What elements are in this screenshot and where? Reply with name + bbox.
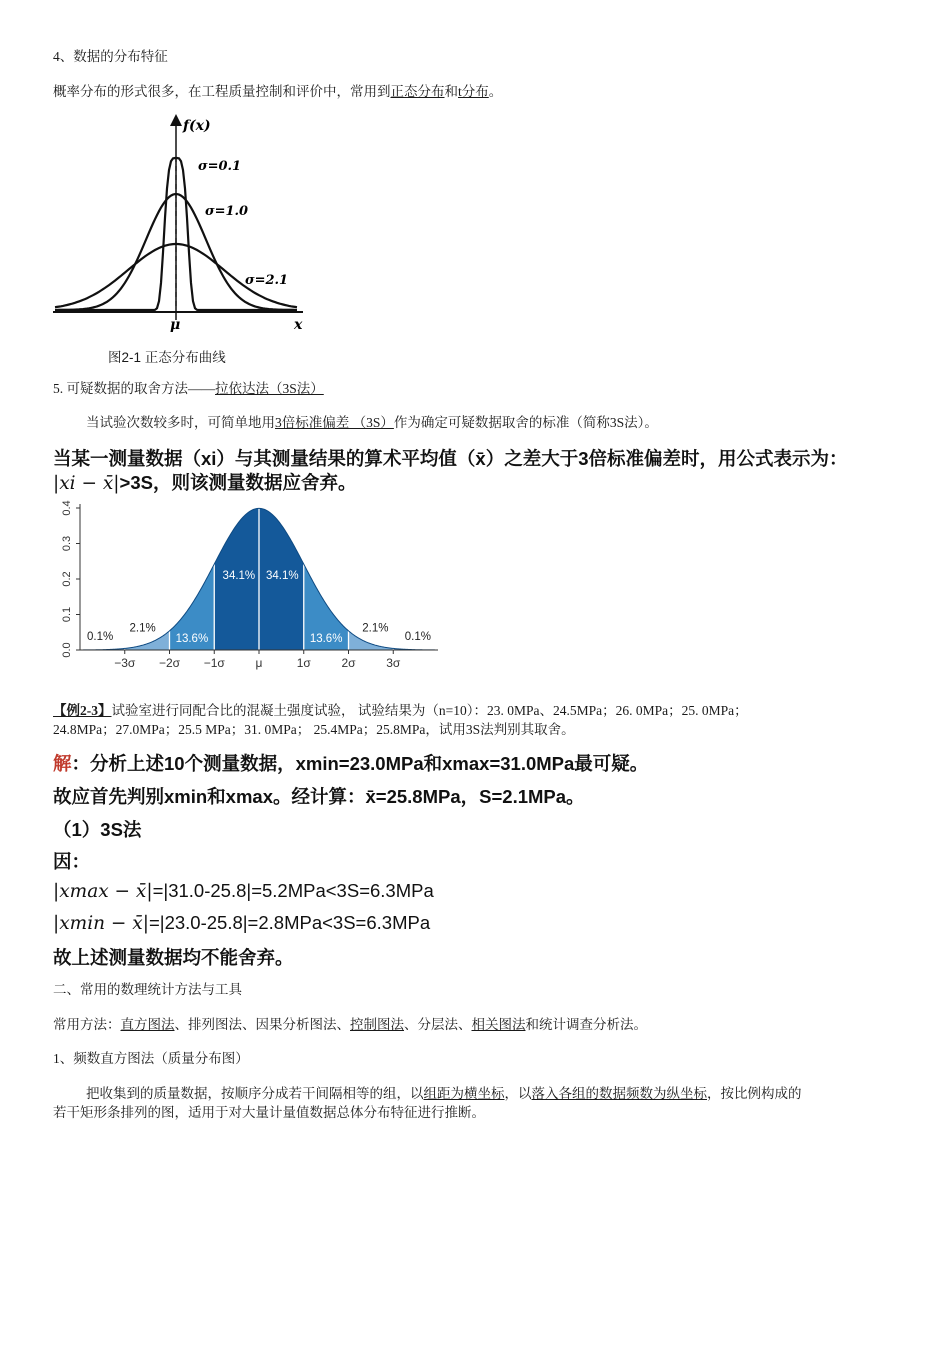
rule-rest: >3S，则该测量数据应舍弃。: [119, 472, 357, 493]
x-tick-label: −3σ: [114, 656, 136, 670]
rule-statement-line1: 当某一测量数据（xi）与其测量结果的算术平均值（x̄）之差大于3倍标准偏差时，用公式表示为：: [53, 448, 848, 469]
solution-line2: 故应首先判别xmin和xmax。经计算：x̄=25.8MPa，S=2.1MPa。: [53, 786, 585, 807]
y-tick-label: 0.0: [60, 642, 73, 658]
intro-text-pre: 概率分布的形式很多，在工程质量控制和评价中，常用到: [53, 84, 391, 99]
region-label-7: 0.1%: [404, 631, 431, 644]
histogram-paragraph-line1: [86, 1082, 802, 1102]
y-tick-label: 0.2: [60, 571, 73, 587]
section-heading-distribution: 4、数据的分布特征: [53, 49, 168, 64]
region-label-6: 2.1%: [362, 622, 389, 635]
x-tick-label: 2σ: [341, 656, 356, 670]
y-tick-label: 0.3: [60, 535, 73, 552]
link-3s: 3倍标准偏差 （3S）: [275, 415, 394, 430]
link-frequency: 落入各组的数据频数为纵坐标: [531, 1086, 707, 1101]
region-label-5: 13.6%: [309, 633, 343, 646]
link-correlation-chart: 相关图法: [471, 1017, 526, 1032]
intro-paragraph: [53, 80, 502, 100]
curve-label-sigma-2-1: σ=2.1: [245, 273, 289, 288]
region-label-1: 2.1%: [129, 622, 156, 635]
region-label-3: 34.1%: [222, 570, 256, 582]
solution-calc-max: [53, 880, 434, 902]
formula-xmin: |xmin − x̄|: [53, 913, 149, 934]
formula-xmax: |xmax − x̄|: [53, 881, 153, 902]
normal-curves-figure: [45, 112, 315, 342]
p5-text-pre: 当试验次数较多时，可简单地用: [86, 415, 275, 430]
fig1-x-axis-label: x: [294, 317, 303, 333]
curve-label-sigma-0-1: σ=0.1: [198, 159, 242, 174]
rule-formula: |xi − x̄|: [53, 473, 120, 494]
sec5-text-pre: 5. 可疑数据的取舍方法——: [53, 381, 215, 396]
hist-mid: ，以: [504, 1086, 532, 1101]
solution-conclusion: 故上述测量数据均不能舍弃。: [53, 947, 294, 968]
example-line2: 24.8MPa；27.0MPa；25.5 MPa；31. 0MPa； 25.4MPa；25.8MPa，试用3S法判别其取舍。: [53, 722, 575, 737]
section-heading-outliers: [53, 377, 324, 397]
solution-because: 因：: [53, 851, 91, 872]
calc-min-result: =|23.0-25.8|=2.8MPa<3S=6.3MPa: [148, 912, 431, 933]
link-histogram: 直方图法: [120, 1017, 175, 1032]
example-text-1: 试验室进行同配合比的混凝土强度试验， 试验结果为（n=10）：23. 0MPa、24.5MPa；26. 0MPa；25. 0MPa；: [111, 703, 748, 718]
solution-step-heading: （1）3S法: [53, 819, 142, 840]
intro-text-post: 。: [488, 84, 503, 99]
x-tick-label: 3σ: [386, 656, 401, 670]
section-heading-statistical-methods: 二、常用的数理统计方法与工具: [53, 982, 242, 997]
rule-statement-line2: [53, 469, 356, 495]
x-tick-label: 1σ: [296, 656, 311, 670]
x-tick-label: −1σ: [203, 656, 225, 670]
solution-line1: [53, 750, 648, 776]
link-normal-distribution: 正态分布: [390, 84, 445, 99]
methods-t3: 和统计调查分析法。: [525, 1017, 647, 1032]
solution-text-1: ：分析上述10个测量数据，xmin=23.0MPa和xmax=31.0MPa最可疑。: [71, 753, 649, 774]
hist-pre: 把收集到的质量数据，按顺序分成若干间隔相等的组，以: [86, 1086, 424, 1101]
x-tick-label: −2σ: [158, 656, 181, 670]
histogram-paragraph-line2: 若干矩形条排列的图，适用于对大量计量值数据总体分布特征进行推断。: [53, 1105, 485, 1120]
methods-pre: 常用方法：: [53, 1017, 121, 1032]
link-class-interval: 组距为横坐标: [423, 1086, 505, 1101]
curve-label-sigma-1-0: σ=1.0: [205, 204, 249, 219]
solution-label: 解: [53, 753, 72, 774]
methods-t2: 、分层法、: [404, 1017, 472, 1032]
methods-t1: 、排列图法、因果分析图法、: [174, 1017, 350, 1032]
fig1-mu-label: μ: [170, 317, 181, 333]
x-tick-label: μ: [255, 656, 263, 670]
region-label-0: 0.1%: [87, 631, 114, 644]
fig1-caption: 图2-1 正态分布曲线: [108, 350, 226, 365]
p5-text-post: 作为确定可疑数据取舍的标准（简称3S法）。: [393, 415, 658, 430]
y-tick-label: 0.4: [60, 500, 73, 516]
hist-post: ，按比例构成的: [707, 1086, 802, 1101]
solution-calc-min: [53, 912, 430, 934]
link-control-chart: 控制图法: [350, 1017, 404, 1032]
link-t-distribution: t分布: [458, 84, 489, 99]
link-pauta-criterion: 拉依达法（3S法）: [215, 381, 324, 396]
normal-distribution-chart: [50, 498, 445, 678]
fig1-y-axis-label: f(x): [183, 118, 211, 134]
example-line1: [53, 699, 748, 719]
example-tag: 【例2-3】: [53, 703, 112, 718]
y-tick-label: 0.1: [60, 606, 73, 623]
section-heading-histogram: 1、频数直方图法（质量分布图）: [53, 1051, 249, 1066]
outlier-paragraph: [86, 411, 658, 431]
intro-text-mid: 和: [444, 84, 458, 99]
calc-max-result: =|31.0-25.8|=5.2MPa<3S=6.3MPa: [152, 880, 434, 901]
methods-paragraph: [53, 1013, 647, 1033]
region-label-2: 13.6%: [175, 633, 209, 646]
region-label-4: 34.1%: [265, 570, 299, 582]
